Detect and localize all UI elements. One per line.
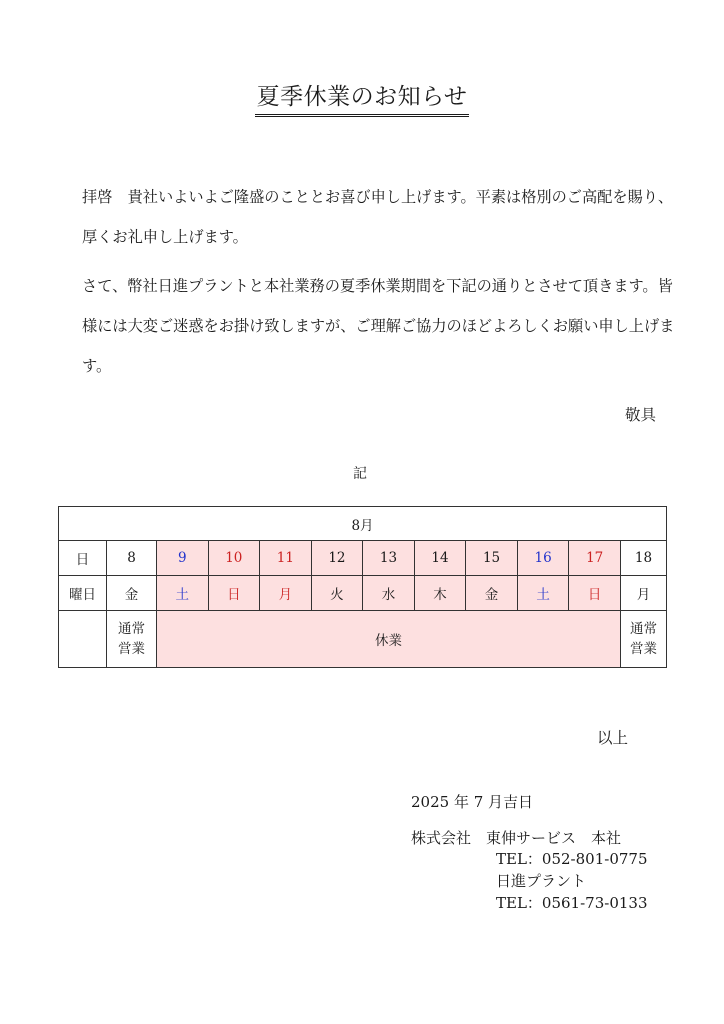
weekday-cell: 土 xyxy=(157,576,209,611)
status-row xyxy=(59,611,667,668)
status-normal-start-line2: 営業 xyxy=(118,641,145,657)
weekday-cell: 日 xyxy=(208,576,260,611)
weekday-row xyxy=(59,576,667,611)
weekday-cell: 金 xyxy=(466,576,518,611)
signature-plant: 日進プラント xyxy=(496,872,587,890)
weekday-cell: 月 xyxy=(620,576,666,611)
date-row xyxy=(59,541,667,576)
weekday-cell: 月 xyxy=(260,576,312,611)
weekday-cell: 木 xyxy=(414,576,466,611)
date-cell: 11 xyxy=(260,541,312,576)
signature-company: 株式会社 東伸サービス 本社 xyxy=(411,829,622,847)
date-cell: 10 xyxy=(208,541,260,576)
date-cell: 9 xyxy=(157,541,209,576)
weekday-cell: 金 xyxy=(107,576,157,611)
status-normal-end-line1: 通常 xyxy=(629,621,657,637)
weekday-cell: 水 xyxy=(363,576,415,611)
date-cell: 16 xyxy=(517,541,569,576)
date-cell: 14 xyxy=(414,541,466,576)
notice-title-wrapper xyxy=(0,82,724,117)
weekday-cell: 日 xyxy=(569,576,621,611)
holiday-calendar-table xyxy=(58,506,667,668)
weekday-row-label: 曜日 xyxy=(59,576,107,611)
status-normal-end-line2: 営業 xyxy=(629,641,657,657)
date-cell: 18 xyxy=(620,541,666,576)
status-normal-start-line1: 通常 xyxy=(118,621,145,637)
signature-tel-plant: TEL：0561-73-0133 xyxy=(496,894,648,912)
date-cell: 15 xyxy=(466,541,518,576)
announcement-paragraph: さて、幣社日進プラントと本社業務の夏季休業期間を下記の通りとさせて頂きます。皆様には大変ご迷惑をお掛け致しますが、ご理解ご協力のほどよろしくお願い申し上げます。 xyxy=(82,277,675,375)
status-normal-start xyxy=(107,611,157,668)
month-header: 8月 xyxy=(59,507,667,541)
signature-date: 2025 年 7 月吉日 xyxy=(411,793,534,811)
greeting-paragraph: 拝啓 貴社いよいよご隆盛のこととお喜び申し上げます。平素は格別のご高配を賜り、厚くお礼申し上げます。 xyxy=(82,188,674,246)
closing-word: 敬具 xyxy=(624,406,656,424)
weekday-cell: 火 xyxy=(311,576,363,611)
date-cell: 17 xyxy=(569,541,621,576)
notice-title: 夏季休業のお知らせ xyxy=(255,82,470,117)
date-cell: 8 xyxy=(107,541,157,576)
date-row-label: 日 xyxy=(59,541,107,576)
status-row-blank xyxy=(59,611,107,668)
date-cell: 13 xyxy=(363,541,415,576)
status-normal-end xyxy=(620,611,666,668)
signature-tel-main: TEL：052-801-0775 xyxy=(496,850,648,868)
weekday-cell: 土 xyxy=(517,576,569,611)
status-closed: 休業 xyxy=(157,611,621,668)
date-cell: 12 xyxy=(311,541,363,576)
ijo-closing: 以上 xyxy=(597,729,629,747)
ki-heading: 記 xyxy=(353,466,367,482)
